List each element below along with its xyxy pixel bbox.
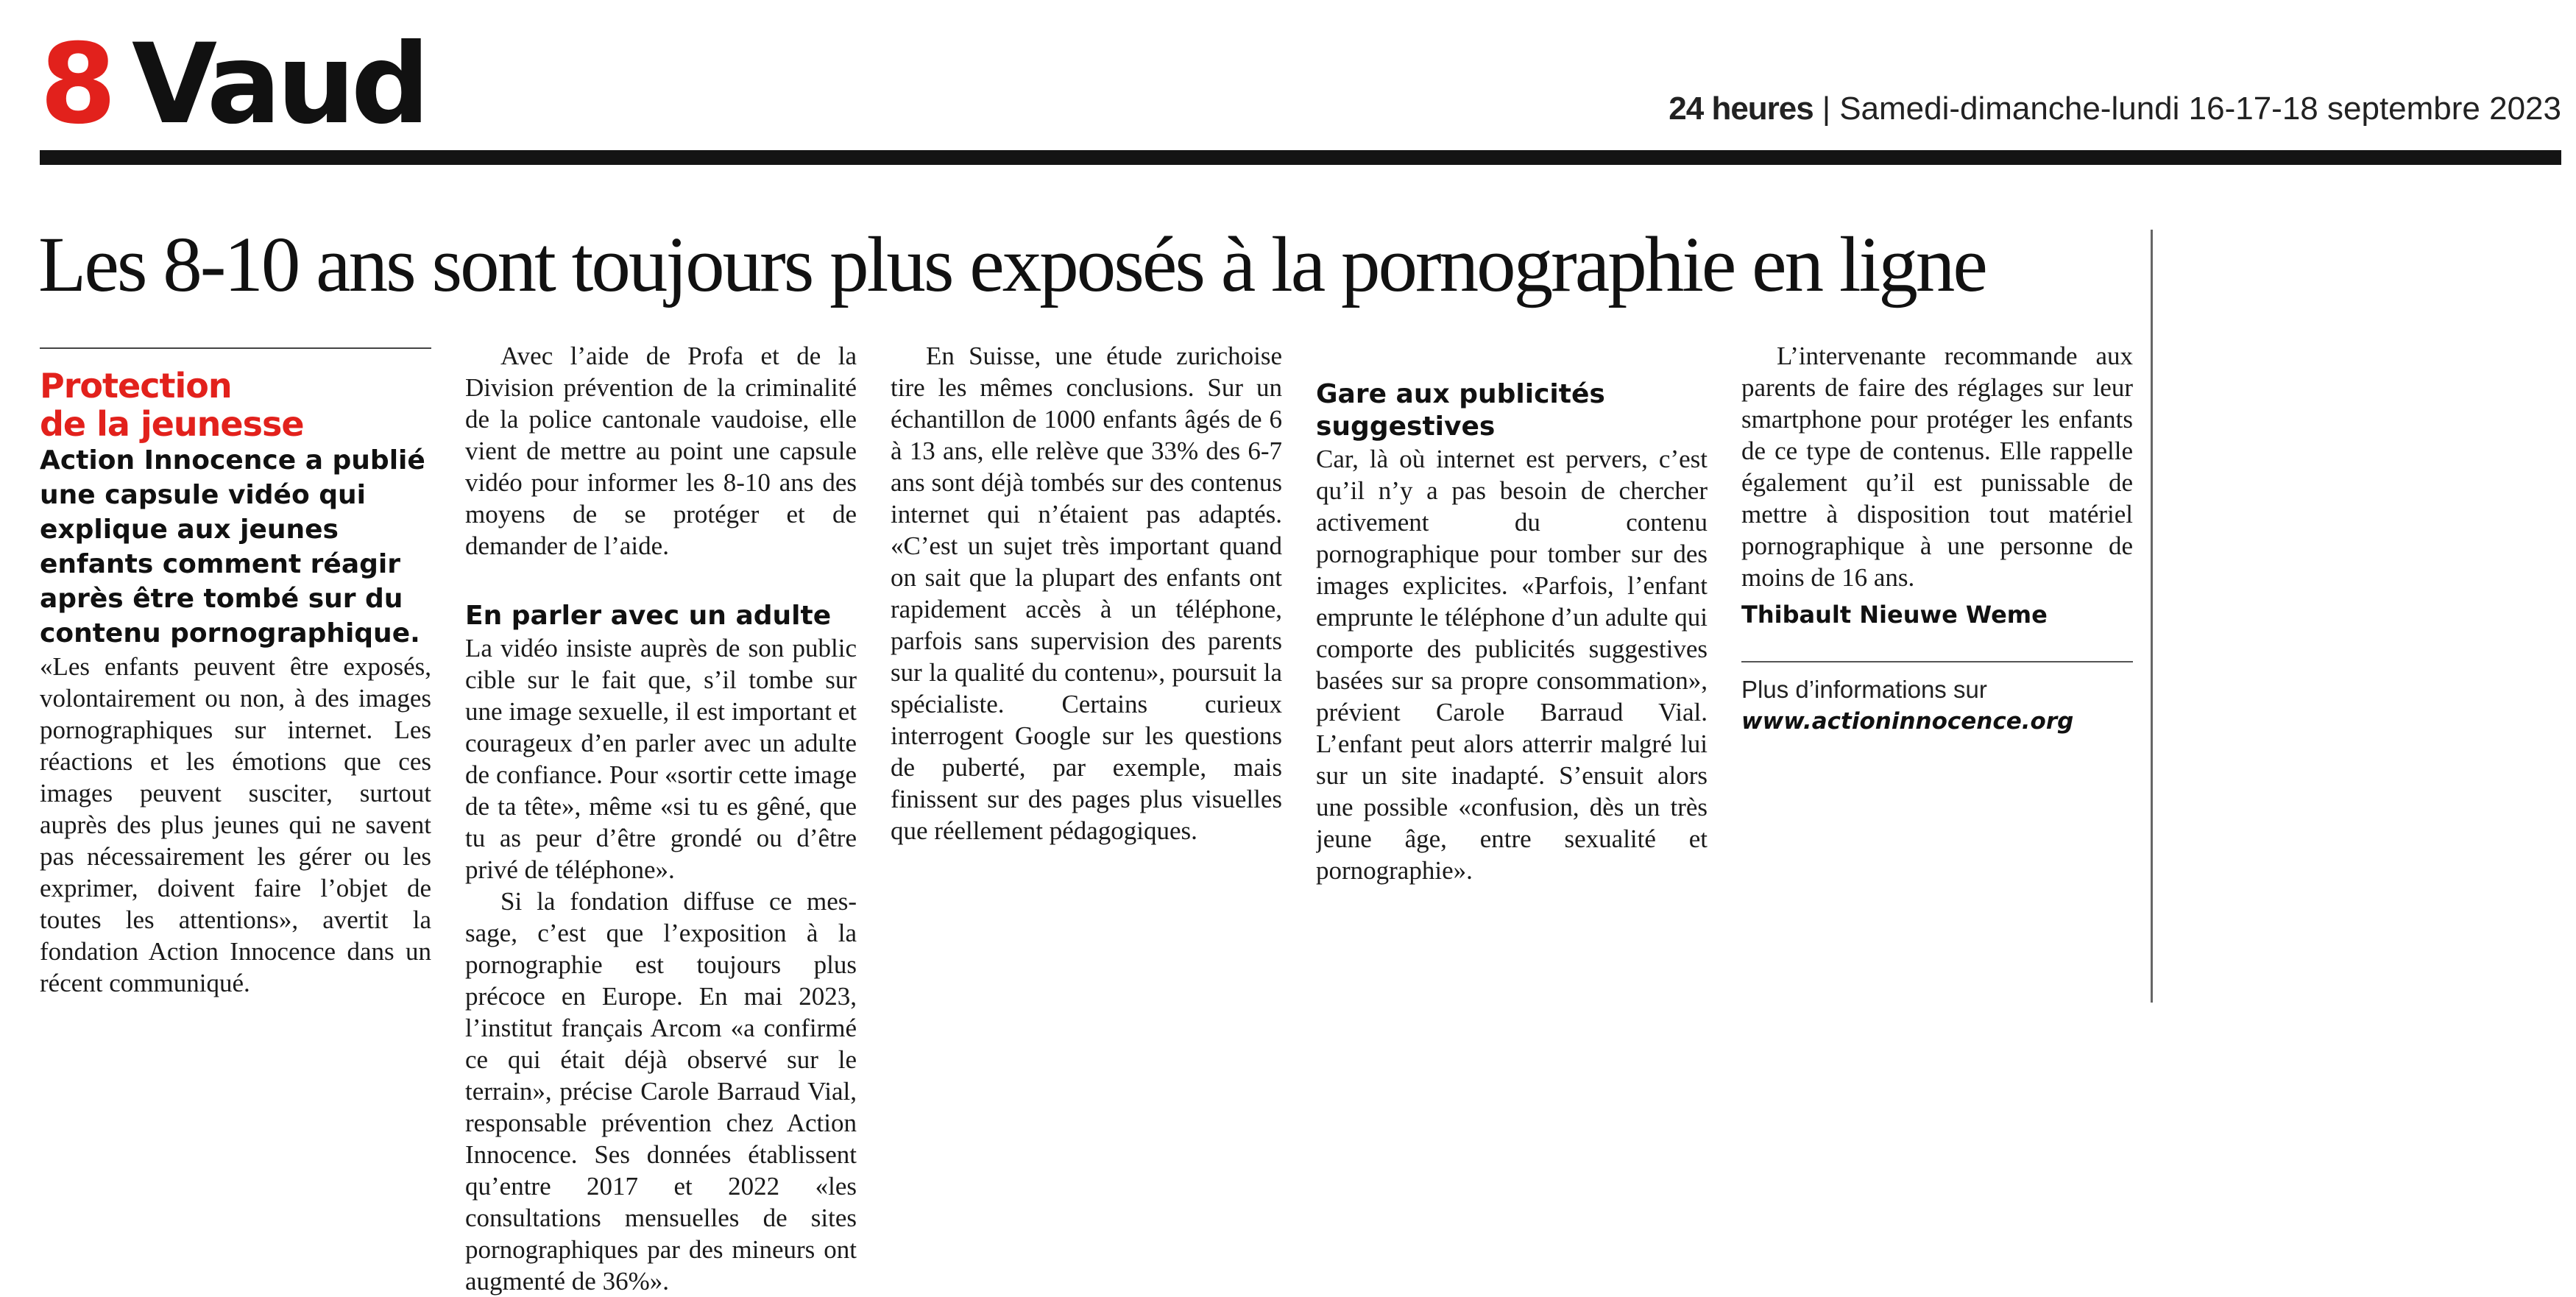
column-2 xyxy=(465,340,857,1297)
kicker-rule xyxy=(40,347,431,349)
kicker-line-1: Protection xyxy=(40,366,232,406)
article-kicker xyxy=(40,367,431,443)
article-headline: Les 8-10 ans sont toujours plus exposés à la pornographie en ligne xyxy=(38,222,1986,308)
newspaper-name: 24 heures xyxy=(1669,91,1814,127)
body-paragraph-3: La vidéo insiste auprès de son public cible sur le fait que, s’il tombe sur une image sexuelle, il est important et courageux d’en parler avec un adulte de confiance. Pour «sortir cette image de ta tête», même «si tu es gêné, que tu as peur d’être grondé ou d’être privé de téléphone». xyxy=(465,634,857,884)
body-paragraph-7: L’intervenante recommande aux parents de faire des réglages sur leur smartphone pour protéger les enfants de ce type de contenus. Elle rappelle également qu’il est punissable de mettre à disposition tout matériel pornographique à une personne de moins de 16 ans. xyxy=(1741,342,2133,592)
column-1 xyxy=(40,340,431,999)
body-paragraph-5: En Suisse, une étude zurichoise tire les mêmes conclusions. Sur un échantillon de 1000 enfants âgés de 6 à 13 ans, elle relève que 33% des 6-7 ans sont déjà tombés sur des contenus internet qui n’étaient pas adaptés. «C’est un sujet très important quand on sait que la plupart des enfants ont rapidement accès à un téléphone, parfois sans supervision des parents sur la qualité du contenu», poursuit la spécialiste. Certains curieux interrogent Google sur les questions de puberté, par exemple, mais finissent sur des pages plus visuelles que réellement pédagogiques. xyxy=(891,342,1282,845)
subhead-parler-adulte: En parler avec un adulte xyxy=(465,601,832,631)
info-rule xyxy=(1741,661,2133,662)
column-5 xyxy=(1741,340,2133,738)
page-masthead xyxy=(40,21,2561,149)
body-paragraph-6: Car, là où internet est pervers, c’est qu’il n’y a pas besoin de chercher activement du contenu pornographique pour tomber sur des images explicites. «Parfois, l’enfant emprunte le téléphone d’un adulte qui comporte des publicités suggestives basées sur sa propre consommation», prévient Carole Barraud Vial. L’enfant peut alors atterrir malgré lui sur un site inadapté. S’ensuit alors une possible «confusion, dès un très jeune âge, entre sexualité et pornographie». xyxy=(1316,445,1708,885)
body-paragraph-1: «Les enfants peuvent être exposés, volontairement ou non, à des images pornographiques sur internet. Les réactions et les émotions que ces images peuvent susciter, surtout auprès des plus jeunes qui ne savent pas nécessairement les gérer ou les exprimer, doivent faire l’objet de toutes les attentions», avertit la fondation Action Innocence dans un récent communiqué. xyxy=(40,652,431,997)
column-divider xyxy=(2151,230,2153,1003)
column-3 xyxy=(891,340,1282,847)
more-info-link[interactable]: www.actioninnocence.org xyxy=(1741,708,2074,735)
section-title: Vaud xyxy=(132,21,426,149)
subhead-publicites: Gare aux publicités suggestives xyxy=(1316,379,1605,442)
author-byline: Thibault Nieuwe Weme xyxy=(1741,601,2048,629)
masthead-rule xyxy=(40,150,2561,165)
masthead-separator: | xyxy=(1822,91,1831,127)
article-lead: Action Innocence a publié une capsule vidéo qui explique aux jeunes enfants comment réagir après être tombé sur du contenu pornographique. xyxy=(40,445,425,648)
more-info-label: Plus d’informations sur xyxy=(1741,676,1987,703)
paper-info xyxy=(1669,88,2561,130)
body-paragraph-2: Avec l’aide de Profa et de la Division prévention de la criminalité de la police cantonale vaudoise, elle vient de mettre au point une capsule vidéo pour informer les 8-10 ans des moyens de se protéger et de demander de l’aide. xyxy=(465,342,857,560)
issue-date: Samedi-dimanche-lundi 16-17-18 septembre 2023 xyxy=(1839,91,2561,127)
kicker-line-2: de la jeunesse xyxy=(40,404,304,444)
body-paragraph-4: Si la fondation diffuse ce message, c’est que l’exposition à la pornographie est toujours plus précoce en Europe. En mai 2023, l’institut français Arcom «a confirmé ce qui était déjà observé sur le terrain», précise Carole Barraud Vial, responsable prévention chez Action Innocence. Ses données établissent qu’entre 2017 et 2022 «les consultations mensuelles de sites pornographiques par des mineurs ont augmenté de 36%». xyxy=(465,887,857,1296)
column-4 xyxy=(1316,340,1708,886)
page-number: 8 xyxy=(40,21,114,149)
